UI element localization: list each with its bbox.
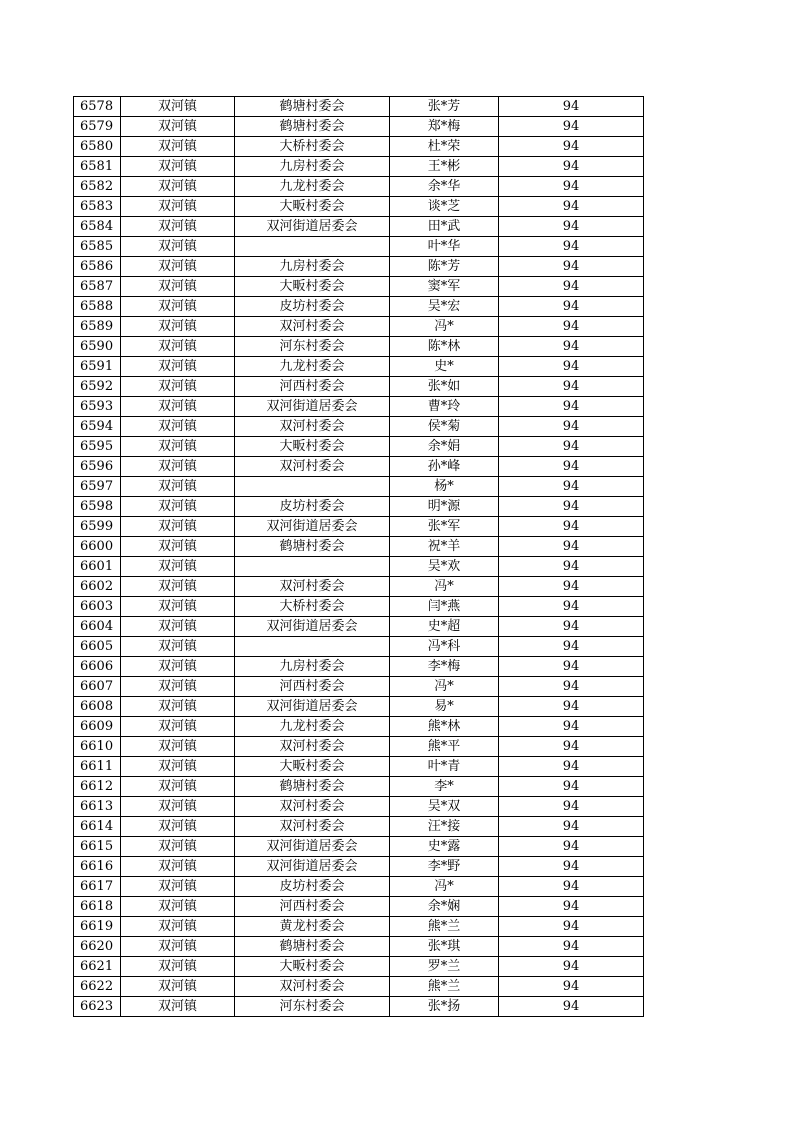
town-cell: 双河镇 — [121, 277, 235, 297]
name-cell: 窦*军 — [390, 277, 499, 297]
town-cell: 双河镇 — [121, 857, 235, 877]
score-cell: 94 — [499, 197, 644, 217]
table-row — [74, 917, 644, 937]
town-cell: 双河镇 — [121, 97, 235, 117]
score-cell: 94 — [499, 657, 644, 677]
score-cell: 94 — [499, 337, 644, 357]
score-cell: 94 — [499, 617, 644, 637]
town-cell: 双河镇 — [121, 237, 235, 257]
committee-cell: 双河村委会 — [235, 797, 390, 817]
town-cell: 双河镇 — [121, 977, 235, 997]
row-id-cell: 6612 — [74, 777, 121, 797]
row-id-cell: 6604 — [74, 617, 121, 637]
committee-cell: 双河村委会 — [235, 977, 390, 997]
table-row — [74, 777, 644, 797]
committee-cell: 九龙村委会 — [235, 177, 390, 197]
name-cell: 冯* — [390, 577, 499, 597]
score-cell: 94 — [499, 677, 644, 697]
town-cell: 双河镇 — [121, 697, 235, 717]
row-id-cell: 6609 — [74, 717, 121, 737]
score-cell: 94 — [499, 537, 644, 557]
name-cell: 张*扬 — [390, 997, 499, 1017]
row-id-cell: 6614 — [74, 817, 121, 837]
score-cell: 94 — [499, 457, 644, 477]
score-cell: 94 — [499, 477, 644, 497]
row-id-cell: 6610 — [74, 737, 121, 757]
name-cell: 史* — [390, 357, 499, 377]
town-cell: 双河镇 — [121, 397, 235, 417]
name-cell: 罗*兰 — [390, 957, 499, 977]
town-cell: 双河镇 — [121, 137, 235, 157]
committee-cell: 河西村委会 — [235, 377, 390, 397]
name-cell: 张*琪 — [390, 937, 499, 957]
table-row — [74, 97, 644, 117]
committee-cell: 大畈村委会 — [235, 957, 390, 977]
table-row — [74, 717, 644, 737]
committee-cell: 河东村委会 — [235, 337, 390, 357]
score-cell: 94 — [499, 697, 644, 717]
table-row — [74, 517, 644, 537]
town-cell: 双河镇 — [121, 597, 235, 617]
town-cell: 双河镇 — [121, 257, 235, 277]
row-id-cell: 6585 — [74, 237, 121, 257]
town-cell: 双河镇 — [121, 837, 235, 857]
town-cell: 双河镇 — [121, 757, 235, 777]
row-id-cell: 6621 — [74, 957, 121, 977]
name-cell: 郑*梅 — [390, 117, 499, 137]
score-cell: 94 — [499, 397, 644, 417]
town-cell: 双河镇 — [121, 717, 235, 737]
name-cell: 陈*芳 — [390, 257, 499, 277]
score-cell: 94 — [499, 517, 644, 537]
town-cell: 双河镇 — [121, 457, 235, 477]
name-cell: 冯*科 — [390, 637, 499, 657]
row-id-cell: 6588 — [74, 297, 121, 317]
row-id-cell: 6595 — [74, 437, 121, 457]
committee-cell: 大畈村委会 — [235, 437, 390, 457]
town-cell: 双河镇 — [121, 297, 235, 317]
name-cell: 易* — [390, 697, 499, 717]
table-row — [74, 597, 644, 617]
committee-cell: 双河街道居委会 — [235, 397, 390, 417]
table-row — [74, 117, 644, 137]
score-cell: 94 — [499, 417, 644, 437]
committee-cell — [235, 477, 390, 497]
town-cell: 双河镇 — [121, 997, 235, 1017]
row-id-cell: 6618 — [74, 897, 121, 917]
name-cell: 祝*羊 — [390, 537, 499, 557]
score-cell: 94 — [499, 497, 644, 517]
score-cell: 94 — [499, 957, 644, 977]
town-cell: 双河镇 — [121, 217, 235, 237]
row-id-cell: 6620 — [74, 937, 121, 957]
row-id-cell: 6611 — [74, 757, 121, 777]
row-id-cell: 6592 — [74, 377, 121, 397]
town-cell: 双河镇 — [121, 417, 235, 437]
table-row — [74, 197, 644, 217]
table-row — [74, 337, 644, 357]
committee-cell: 双河街道居委会 — [235, 617, 390, 637]
table-row — [74, 257, 644, 277]
row-id-cell: 6581 — [74, 157, 121, 177]
row-id-cell: 6622 — [74, 977, 121, 997]
table-row — [74, 897, 644, 917]
table-row — [74, 317, 644, 337]
committee-cell: 大桥村委会 — [235, 597, 390, 617]
score-cell: 94 — [499, 937, 644, 957]
committee-cell: 九龙村委会 — [235, 717, 390, 737]
town-cell: 双河镇 — [121, 497, 235, 517]
row-id-cell: 6589 — [74, 317, 121, 337]
score-cell: 94 — [499, 237, 644, 257]
row-id-cell: 6587 — [74, 277, 121, 297]
committee-cell: 双河村委会 — [235, 577, 390, 597]
score-cell: 94 — [499, 997, 644, 1017]
row-id-cell: 6606 — [74, 657, 121, 677]
town-cell: 双河镇 — [121, 477, 235, 497]
score-cell: 94 — [499, 317, 644, 337]
committee-cell: 双河街道居委会 — [235, 517, 390, 537]
name-cell: 余*娟 — [390, 437, 499, 457]
row-id-cell: 6607 — [74, 677, 121, 697]
committee-cell: 黄龙村委会 — [235, 917, 390, 937]
committee-cell: 皮坊村委会 — [235, 297, 390, 317]
name-cell: 杨* — [390, 477, 499, 497]
name-cell: 余*华 — [390, 177, 499, 197]
table-row — [74, 997, 644, 1017]
town-cell: 双河镇 — [121, 517, 235, 537]
town-cell: 双河镇 — [121, 737, 235, 757]
row-id-cell: 6598 — [74, 497, 121, 517]
table-row — [74, 957, 644, 977]
town-cell: 双河镇 — [121, 657, 235, 677]
town-cell: 双河镇 — [121, 317, 235, 337]
name-cell: 张*如 — [390, 377, 499, 397]
committee-cell: 大桥村委会 — [235, 137, 390, 157]
committee-cell — [235, 237, 390, 257]
name-cell: 叶*青 — [390, 757, 499, 777]
committee-cell: 九房村委会 — [235, 657, 390, 677]
name-cell: 明*源 — [390, 497, 499, 517]
row-id-cell: 6599 — [74, 517, 121, 537]
score-cell: 94 — [499, 737, 644, 757]
name-cell: 史*超 — [390, 617, 499, 637]
name-cell: 李* — [390, 777, 499, 797]
town-cell: 双河镇 — [121, 817, 235, 837]
table-row — [74, 577, 644, 597]
name-cell: 陈*林 — [390, 337, 499, 357]
table-row — [74, 837, 644, 857]
row-id-cell: 6608 — [74, 697, 121, 717]
name-cell: 熊*兰 — [390, 977, 499, 997]
row-id-cell: 6615 — [74, 837, 121, 857]
roster-table-body — [74, 97, 644, 1017]
committee-cell: 双河村委会 — [235, 737, 390, 757]
row-id-cell: 6617 — [74, 877, 121, 897]
row-id-cell: 6601 — [74, 557, 121, 577]
committee-cell: 九房村委会 — [235, 257, 390, 277]
score-cell: 94 — [499, 277, 644, 297]
table-row — [74, 397, 644, 417]
table-row — [74, 757, 644, 777]
table-row — [74, 697, 644, 717]
score-cell: 94 — [499, 897, 644, 917]
town-cell: 双河镇 — [121, 677, 235, 697]
table-row — [74, 417, 644, 437]
row-id-cell: 6616 — [74, 857, 121, 877]
row-id-cell: 6578 — [74, 97, 121, 117]
score-cell: 94 — [499, 357, 644, 377]
name-cell: 熊*林 — [390, 717, 499, 737]
score-cell: 94 — [499, 757, 644, 777]
row-id-cell: 6584 — [74, 217, 121, 237]
table-row — [74, 977, 644, 997]
table-row — [74, 497, 644, 517]
table-row — [74, 557, 644, 577]
score-cell: 94 — [499, 717, 644, 737]
row-id-cell: 6579 — [74, 117, 121, 137]
row-id-cell: 6593 — [74, 397, 121, 417]
table-row — [74, 437, 644, 457]
committee-cell: 双河村委会 — [235, 417, 390, 437]
name-cell: 熊*兰 — [390, 917, 499, 937]
table-row — [74, 297, 644, 317]
score-cell: 94 — [499, 557, 644, 577]
score-cell: 94 — [499, 157, 644, 177]
table-row — [74, 617, 644, 637]
name-cell: 熊*平 — [390, 737, 499, 757]
score-cell: 94 — [499, 597, 644, 617]
table-row — [74, 677, 644, 697]
roster-table — [73, 96, 644, 1017]
row-id-cell: 6603 — [74, 597, 121, 617]
score-cell: 94 — [499, 817, 644, 837]
row-id-cell: 6623 — [74, 997, 121, 1017]
score-cell: 94 — [499, 437, 644, 457]
name-cell: 谈*芝 — [390, 197, 499, 217]
row-id-cell: 6602 — [74, 577, 121, 597]
town-cell: 双河镇 — [121, 917, 235, 937]
score-cell: 94 — [499, 137, 644, 157]
town-cell: 双河镇 — [121, 177, 235, 197]
town-cell: 双河镇 — [121, 357, 235, 377]
committee-cell: 九房村委会 — [235, 157, 390, 177]
committee-cell — [235, 557, 390, 577]
name-cell: 冯* — [390, 677, 499, 697]
score-cell: 94 — [499, 857, 644, 877]
name-cell: 冯* — [390, 877, 499, 897]
town-cell: 双河镇 — [121, 337, 235, 357]
row-id-cell: 6600 — [74, 537, 121, 557]
document-page — [73, 96, 644, 1017]
table-row — [74, 877, 644, 897]
name-cell: 吴*欢 — [390, 557, 499, 577]
name-cell: 李*野 — [390, 857, 499, 877]
score-cell: 94 — [499, 577, 644, 597]
score-cell: 94 — [499, 257, 644, 277]
name-cell: 孙*峰 — [390, 457, 499, 477]
town-cell: 双河镇 — [121, 957, 235, 977]
committee-cell: 河西村委会 — [235, 897, 390, 917]
row-id-cell: 6583 — [74, 197, 121, 217]
table-row — [74, 277, 644, 297]
town-cell: 双河镇 — [121, 937, 235, 957]
committee-cell: 双河街道居委会 — [235, 837, 390, 857]
table-row — [74, 817, 644, 837]
town-cell: 双河镇 — [121, 577, 235, 597]
town-cell: 双河镇 — [121, 157, 235, 177]
committee-cell: 鹤塘村委会 — [235, 97, 390, 117]
committee-cell: 皮坊村委会 — [235, 497, 390, 517]
row-id-cell: 6590 — [74, 337, 121, 357]
committee-cell: 九龙村委会 — [235, 357, 390, 377]
town-cell: 双河镇 — [121, 197, 235, 217]
name-cell: 王*彬 — [390, 157, 499, 177]
committee-cell: 河西村委会 — [235, 677, 390, 697]
score-cell: 94 — [499, 777, 644, 797]
row-id-cell: 6605 — [74, 637, 121, 657]
name-cell: 冯* — [390, 317, 499, 337]
row-id-cell: 6594 — [74, 417, 121, 437]
committee-cell: 河东村委会 — [235, 997, 390, 1017]
town-cell: 双河镇 — [121, 117, 235, 137]
table-row — [74, 937, 644, 957]
committee-cell: 鹤塘村委会 — [235, 117, 390, 137]
town-cell: 双河镇 — [121, 617, 235, 637]
town-cell: 双河镇 — [121, 797, 235, 817]
committee-cell: 大畈村委会 — [235, 277, 390, 297]
committee-cell: 双河村委会 — [235, 457, 390, 477]
committee-cell: 双河街道居委会 — [235, 857, 390, 877]
row-id-cell: 6613 — [74, 797, 121, 817]
score-cell: 94 — [499, 977, 644, 997]
table-row — [74, 797, 644, 817]
row-id-cell: 6619 — [74, 917, 121, 937]
town-cell: 双河镇 — [121, 437, 235, 457]
name-cell: 史*露 — [390, 837, 499, 857]
table-row — [74, 177, 644, 197]
committee-cell: 双河村委会 — [235, 317, 390, 337]
name-cell: 杜*荣 — [390, 137, 499, 157]
name-cell: 闫*燕 — [390, 597, 499, 617]
score-cell: 94 — [499, 917, 644, 937]
committee-cell: 大畈村委会 — [235, 757, 390, 777]
table-row — [74, 857, 644, 877]
committee-cell: 大畈村委会 — [235, 197, 390, 217]
name-cell: 李*梅 — [390, 657, 499, 677]
town-cell: 双河镇 — [121, 897, 235, 917]
table-row — [74, 137, 644, 157]
row-id-cell: 6580 — [74, 137, 121, 157]
table-row — [74, 737, 644, 757]
row-id-cell: 6597 — [74, 477, 121, 497]
town-cell: 双河镇 — [121, 877, 235, 897]
table-row — [74, 377, 644, 397]
name-cell: 叶*华 — [390, 237, 499, 257]
committee-cell: 鹤塘村委会 — [235, 937, 390, 957]
name-cell: 曹*玲 — [390, 397, 499, 417]
name-cell: 侯*菊 — [390, 417, 499, 437]
row-id-cell: 6582 — [74, 177, 121, 197]
town-cell: 双河镇 — [121, 537, 235, 557]
committee-cell: 鹤塘村委会 — [235, 537, 390, 557]
town-cell: 双河镇 — [121, 377, 235, 397]
score-cell: 94 — [499, 837, 644, 857]
town-cell: 双河镇 — [121, 637, 235, 657]
score-cell: 94 — [499, 877, 644, 897]
committee-cell — [235, 637, 390, 657]
table-row — [74, 217, 644, 237]
table-row — [74, 237, 644, 257]
table-row — [74, 157, 644, 177]
committee-cell: 双河街道居委会 — [235, 217, 390, 237]
name-cell: 张*军 — [390, 517, 499, 537]
table-row — [74, 357, 644, 377]
score-cell: 94 — [499, 797, 644, 817]
name-cell: 田*武 — [390, 217, 499, 237]
table-row — [74, 457, 644, 477]
row-id-cell: 6591 — [74, 357, 121, 377]
score-cell: 94 — [499, 217, 644, 237]
town-cell: 双河镇 — [121, 557, 235, 577]
town-cell: 双河镇 — [121, 777, 235, 797]
score-cell: 94 — [499, 637, 644, 657]
row-id-cell: 6596 — [74, 457, 121, 477]
name-cell: 汪*接 — [390, 817, 499, 837]
name-cell: 余*娴 — [390, 897, 499, 917]
score-cell: 94 — [499, 177, 644, 197]
table-row — [74, 477, 644, 497]
committee-cell: 皮坊村委会 — [235, 877, 390, 897]
score-cell: 94 — [499, 297, 644, 317]
committee-cell: 双河街道居委会 — [235, 697, 390, 717]
committee-cell: 双河村委会 — [235, 817, 390, 837]
name-cell: 吴*双 — [390, 797, 499, 817]
score-cell: 94 — [499, 117, 644, 137]
name-cell: 张*芳 — [390, 97, 499, 117]
table-row — [74, 637, 644, 657]
committee-cell: 鹤塘村委会 — [235, 777, 390, 797]
table-row — [74, 657, 644, 677]
name-cell: 吴*宏 — [390, 297, 499, 317]
table-row — [74, 537, 644, 557]
score-cell: 94 — [499, 97, 644, 117]
row-id-cell: 6586 — [74, 257, 121, 277]
score-cell: 94 — [499, 377, 644, 397]
